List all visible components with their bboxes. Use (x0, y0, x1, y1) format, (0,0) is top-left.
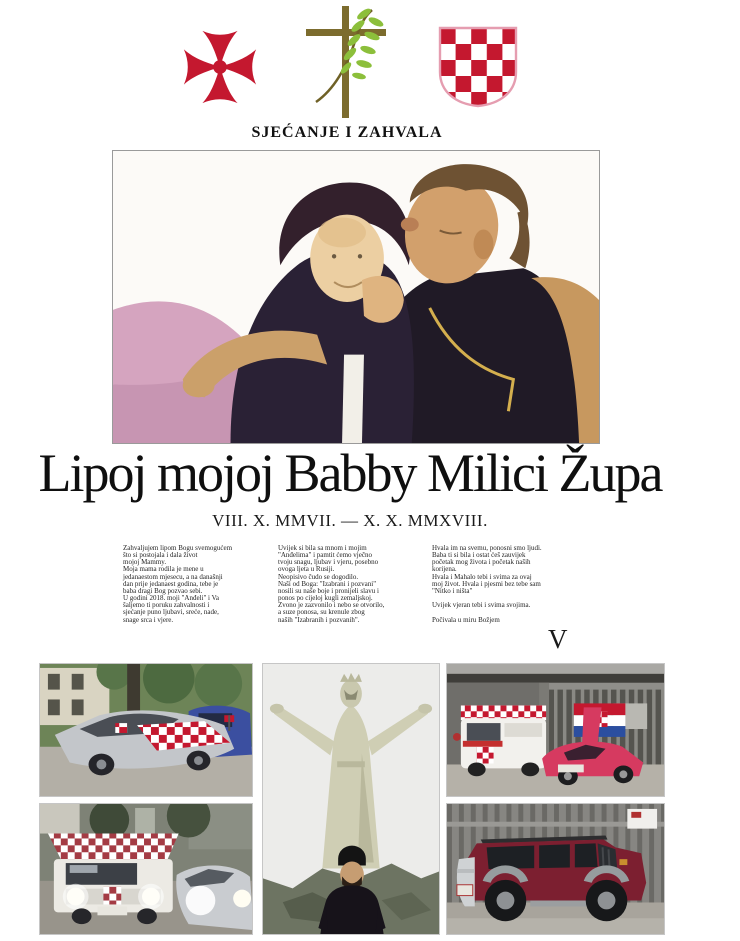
memorial-dates: VIII. X. MMVII. — X. X. MMXVIII. (212, 511, 488, 530)
photo-van-checkered-roof (39, 803, 253, 935)
photo-van-and-red-sportscar (446, 663, 665, 797)
photo-mercedes-checkered-hood (39, 663, 253, 797)
main-photo-nun-and-man (112, 150, 600, 444)
croatian-shield-icon (438, 26, 518, 108)
memorial-text-column-2: Uvijek si bila sa mnom i mojim "Anđelima" i pamtit ćemo vječno tvoju snagu, ljubav i vjeru, posebno ovoga ljeta u Rusiji. Neopisivo čudo se dogodilo. Naši od Boga: "Izabrani i pozvani" nosili su naše boje i pronijeli slavu i ponos po cijeloj kugli zemaljskoj. Zvono je zazvonilo i nebo se otvorilo, a suze ponosa, su krenule zbog naših "Izabranih i pozvanih". (278, 544, 385, 624)
memorial-text-column-3: Hvala im na svemu, ponosni smo ljudi. Baba ti si bila i ostat ćeš zauvijek početak mog života i početak naših korijena. Hvala i Mahalo tebi i svima za ovaj moj život. Hvala i pjesmi bez tebe sam "Nitko i ništa" Uvijek vjeran tebi i svima svojima. Počivala u miru Božjem (432, 544, 542, 624)
olive-branch-cross-icon (302, 2, 390, 122)
templar-cross-icon (178, 26, 262, 108)
signature-initial: V (548, 624, 568, 654)
photo-jesus-statue-and-man (262, 663, 440, 935)
page-header-title: SJEĆANJE I ZAHVALA (251, 124, 443, 141)
memorial-headline: Lipoj mojoj Babby Milici Župa (38, 443, 662, 503)
memorial-text-column-1: Zahvaljujem lipom Bogu svemogućem što si postojala i dala život mojoj Mammy. Moja mama rodila je mene u jedanaestom mjesecu, a na današnji dan prije jedanaest godina, tebe je baba dragi Bog pozvao sebi. U godini 2018. moji "Anđeli" i Va šaljemo ti poruku zahvalnosti i sjećanje puno ljubavi, sreće, nade, snage srca i vjere. (123, 544, 233, 624)
photo-maroon-suv (446, 803, 665, 935)
